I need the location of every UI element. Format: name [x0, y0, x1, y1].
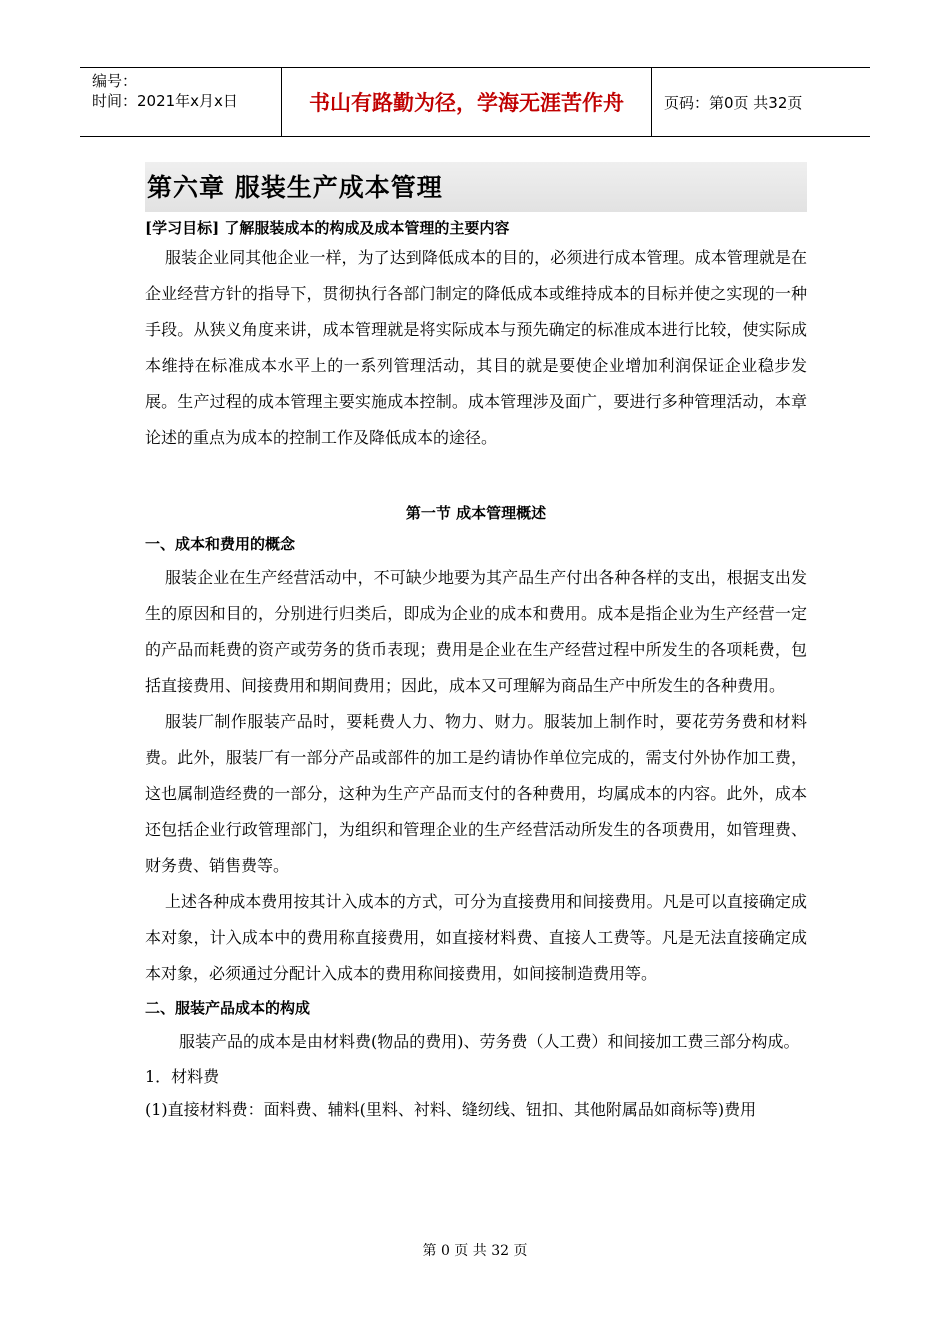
page-footer: 第 0 页 共 32 页: [422, 1243, 528, 1259]
chapter-title: 第六章 服装生产成本管理: [145, 162, 807, 212]
list-item-direct-material: (1)直接材料费：面料费、辅料(里料、衬料、缝纫线、钮扣、其他附属品如商标等)费用: [145, 1100, 757, 1119]
header-meta: [80, 68, 282, 136]
intro-paragraph: 服装企业同其他企业一样，为了达到降低成本的目的，必须进行成本管理。成本管理就是在企业经营方针的指导下，贯彻执行各部门制定的降低成本或维持成本的目标并使之实现的一种手段。从狭义角度来讲，成本管理就是将实际成本与预先确定的标准成本进行比较，使实际成本维持在标准成本水平上的一系列管理活动，其目的就是要使企业增加利润保证企业稳步发展。生产过程的成本管理主要实施成本控制。成本管理涉及面广，要进行多种管理活动，本章论述的重点为成本的控制工作及降低成本的途径。: [145, 248, 807, 447]
section-title: 第一节 成本管理概述: [405, 504, 547, 522]
header-page-label: 页码：第0页 共32页: [664, 93, 803, 112]
paragraph-cost-structure: 服装产品的成本是由材料费(物品的费用)、劳务费（人工费）和间接加工费三部分构成。: [179, 1032, 800, 1051]
paragraph-cost-content: 服装厂制作服装产品时，要耗费人力、物力、财力。服装加上制作时，要花劳务费和材料费。此外，服装厂有一部分产品或部件的加工是约请协作单位完成的，需支付外协作加工费，这也属制造经费的一部分，这种为生产产品而支付的各种费用，均属成本的内容。此外，成本还包括企业行政管理部门，为组织和管理企业的生产经营活动所发生的各项费用，如管理费、财务费、销售费等。: [145, 712, 807, 875]
subsection-title-1: 一、成本和费用的概念: [145, 535, 296, 553]
number-label: 编号：: [92, 72, 138, 90]
list-item-material: 1．材料费: [145, 1067, 220, 1086]
document-body: [145, 162, 807, 1126]
header-motto: 书山有路勤为径，学海无涯苦作舟: [282, 68, 652, 136]
paragraph-direct-indirect: 上述各种成本费用按其计入成本的方式，可分为直接费用和间接费用。凡是可以直接确定成本对象，计入成本中的费用称直接费用，如直接材料费、直接人工费等。凡是无法直接确定成本对象，必须通过分配计入成本的费用称间接费用，如间接制造费用等。: [145, 892, 807, 983]
page-header: [80, 67, 870, 137]
date-label: 时间：2021年x月x日: [92, 92, 238, 110]
subsection-title-2: 二、服装产品成本的构成: [145, 999, 311, 1017]
learning-goal: [学习目标] 了解服装成本的构成及成本管理的主要内容: [145, 219, 510, 237]
paragraph-cost-concept: 服装企业在生产经营活动中，不可缺少地要为其产品生产付出各种各样的支出，根据支出发生的原因和目的，分别进行归类后，即成为企业的成本和费用。成本是指企业为生产经营一定的产品而耗费的资产或劳务的货币表现；费用是企业在生产经营过程中所发生的各项耗费，包括直接费用、间接费用和期间费用；因此，成本又可理解为商品生产中所发生的各种费用。: [145, 568, 807, 695]
